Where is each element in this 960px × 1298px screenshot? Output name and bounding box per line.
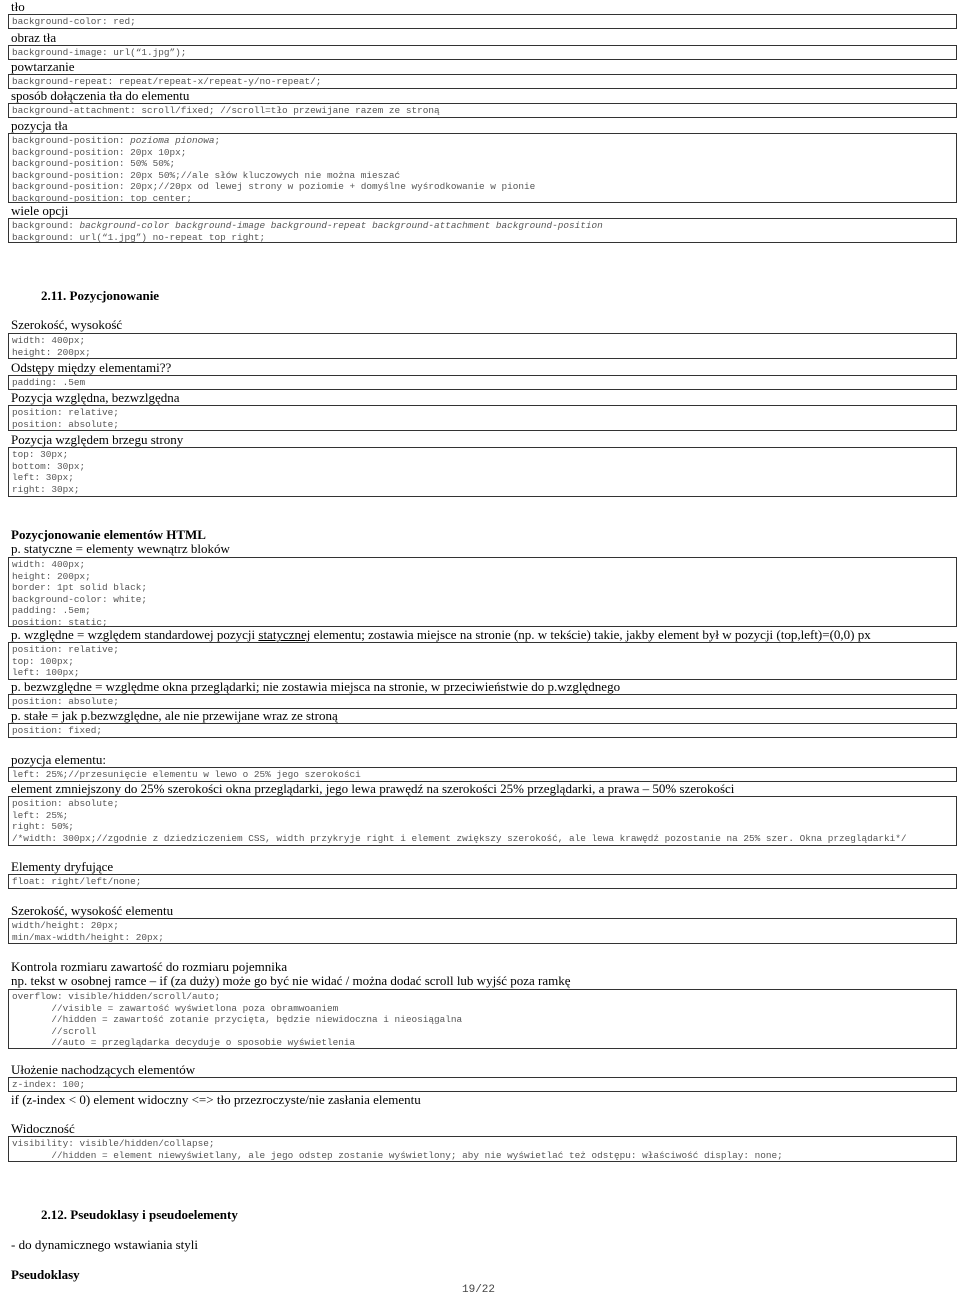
code-relative: [8, 642, 957, 680]
code-line: background-color: red;: [12, 16, 136, 27]
code-line: position: absolute;: [12, 696, 119, 707]
code-gap: [8, 375, 957, 390]
heading-bg-position: pozycja tła: [11, 118, 68, 133]
heading-edge: Pozycja względem brzegu strony: [11, 432, 184, 447]
text-z-index-note: if (z-index < 0) element widoczny <=> tło przezroczyste/nie zasłania elementu: [11, 1092, 421, 1107]
heading-part: elementu; zostawia miejsce na stronie (np. w tekście) takie, jakby element był w pozycji (top,left)=(0,0) px: [310, 627, 871, 642]
code-line: width: 400px;: [12, 559, 86, 570]
code-line: top: 30px;: [12, 449, 69, 460]
code-absolute: [8, 694, 957, 709]
code-line: background-position: 50% 50%;: [12, 158, 176, 169]
code-line: background-position: pozioma pionowa;: [12, 135, 221, 146]
code-line: left: 100px;: [12, 667, 80, 678]
code-line: left: 30px;: [12, 472, 74, 483]
heading-static: p. statyczne = elementy wewnątrz bloków: [11, 541, 230, 556]
code-line: bottom: 30px;: [12, 460, 86, 472]
code-line: visibility: visible/hidden/collapse;: [12, 1138, 215, 1149]
code-edge: [8, 447, 957, 497]
code-line: background-position: 20px 10px;: [12, 146, 187, 158]
code-line: right: 30px;: [12, 483, 80, 495]
code-line: position: absolute;: [12, 418, 119, 430]
code-overflow: [8, 989, 957, 1049]
code-line: position: relative;: [12, 407, 119, 418]
code-line: left: 25%;: [12, 809, 69, 821]
code-line: position: absolute;: [12, 798, 119, 809]
code-italic: pozioma pionowa: [130, 135, 215, 146]
code-line: top: 100px;: [12, 655, 74, 667]
heading-relative: [11, 628, 871, 642]
code-line: //auto = przeglądarka decyduje o sposobie wyświetlenia: [12, 1037, 356, 1048]
heading-underlined: statycznej: [258, 627, 311, 642]
code-line: padding: .5em: [12, 377, 86, 388]
code-line: background-position: top center;: [12, 192, 193, 204]
code-line: width: 400px;: [12, 335, 86, 346]
code-line: background-color: white;: [12, 593, 148, 605]
code-z-index: [8, 1077, 957, 1092]
code-float: [8, 874, 957, 889]
code-line: padding: .5em;: [12, 605, 91, 616]
code-bg-color: [8, 14, 957, 29]
code-fixed: [8, 723, 957, 738]
code-line: right: 50%;: [12, 821, 74, 832]
heading-bg-attachment: sposób dołączenia tła do elementu: [11, 88, 190, 103]
heading-html-positioning: Pozycjonowanie elementów HTML: [11, 527, 206, 542]
heading-element-position: pozycja elementu:: [11, 752, 106, 767]
section-title-positioning: 2.11. Pozycjonowanie: [41, 288, 160, 303]
heading-gap: Odstępy między elementami??: [11, 360, 172, 375]
heading-float: Elementy dryfujące: [11, 859, 114, 874]
heading-z-index: Ułożenie nachodzących elementów: [11, 1062, 196, 1077]
code-line: //hidden = zawartość zotanie przycięta, będzie niewidoczna i nieosiągalna: [12, 1014, 463, 1025]
code-visibility: [8, 1136, 957, 1162]
code-line: background-attachment: scroll/fixed; //scroll=tło przewijane razem ze stroną: [12, 105, 440, 116]
code-line: background: url(“1.jpg”) no-repeat top right;: [12, 231, 266, 243]
code-line: border: 1pt solid black;: [12, 582, 148, 593]
code-prefix: background-position:: [12, 135, 131, 146]
section-title-pseudo: 2.12. Pseudoklasy i pseudoelementy: [41, 1207, 238, 1222]
heading-bg-shorthand: wiele opcji: [11, 203, 69, 218]
code-line: z-index: 100;: [12, 1079, 86, 1090]
heading-shrink: element zmniejszony do 25% szerokości okna przeglądarki, jego lewa prawędź na szerokości 25% przeglądarki, a prawa – 50% szerokości: [11, 781, 735, 796]
code-line: left: 25%;//przesunięcie elementu w lewo o 25% jego szerokości: [12, 769, 361, 780]
code-shrink: [8, 796, 957, 846]
code-bg-position: [8, 133, 957, 203]
code-line: background-position: 20px 50%;//ale słów kluczowych nie można mieszać: [12, 169, 401, 181]
heading-bg-repeat: powtarzanie: [11, 59, 75, 74]
text-pseudo-intro: - do dynamicznego wstawiania styli: [11, 1237, 199, 1252]
code-line: //visible = zawartość wyświetlona poza obramwoaniem: [12, 1002, 339, 1014]
page-number: 19/22: [462, 1284, 496, 1296]
heading-bg-image: obraz tła: [11, 30, 57, 45]
code-element-position: [8, 767, 957, 782]
heading-pseudoclasses: Pseudoklasy: [11, 1267, 80, 1282]
code-line: background-position: 20px;//20px od lewej strony w poziomie + domyślne wyśrodkowanie w pionie: [12, 181, 536, 192]
heading-overflow: Kontrola rozmiaru zawartość do rozmiaru pojemnika: [11, 959, 288, 974]
code-size: [8, 333, 957, 359]
code-static: [8, 557, 957, 627]
code-prefix: background:: [12, 220, 80, 231]
code-line: //hidden = element niewyświetlany, ale jego odstep zostanie wyświetlony; aby nie wyświetlać też odstępu: właściwość display: none;: [12, 1149, 783, 1161]
heading-bg-color: tło: [11, 0, 25, 14]
code-line: position: fixed;: [12, 725, 103, 736]
code-line: height: 200px;: [12, 346, 91, 358]
code-line: /*width: 300px;//zgodnie z dziedziczeniem CSS, width przykryje right i element zwiększy szerokość, ale lewa krawędź pozostanie na 25% szer. Okna przeglądarki*/: [12, 832, 907, 844]
code-bg-attachment: [8, 103, 957, 118]
code-bg-shorthand: [8, 218, 957, 243]
heading-overflow-note: np. tekst w osobnej ramce – if (za duży) może go być nie widać / można dodać scroll lub wyjść poza ramkę: [11, 973, 571, 988]
code-line: position: relative;: [12, 644, 119, 655]
heading-absolute: p. bezwzględne = względme okna przeglądarki; nie zostawia miejsca na stronie, w przeciwieństwie do p.względnego: [11, 679, 621, 694]
code-element-size: [8, 918, 957, 944]
heading-size: Szerokość, wysokość: [11, 317, 123, 332]
code-line: overflow: visible/hidden/scroll/auto;: [12, 991, 221, 1002]
code-line: min/max-width/height: 20px;: [12, 931, 164, 943]
code-line: background-repeat: repeat/repeat-x/repeat-y/no-repeat/;: [12, 76, 322, 87]
code-line: width/height: 20px;: [12, 920, 119, 931]
code-bg-image: [8, 45, 957, 60]
code-line: [12, 220, 952, 232]
code-line: //scroll: [12, 1025, 97, 1037]
code-line: height: 200px;: [12, 570, 91, 582]
code-rel-abs: [8, 405, 957, 431]
code-bg-repeat: [8, 74, 957, 89]
heading-element-size: Szerokość, wysokość elementu: [11, 903, 174, 918]
code-line: position: static;: [12, 616, 108, 628]
code-italic: background-color background-image background-repeat background-attachment background-position: [79, 220, 603, 231]
heading-rel-abs: Pozycja względna, bezwzlgędna: [11, 390, 180, 405]
heading-visibility: Widoczność: [11, 1121, 75, 1136]
heading-fixed: p. stałe = jak p.bezwzględne, ale nie przewijane wraz ze stroną: [11, 708, 338, 723]
code-line: float: right/left/none;: [12, 876, 142, 887]
code-line: background-image: url(“1.jpg”);: [12, 47, 187, 58]
heading-part: p. względne = względem standardowej pozycji: [11, 627, 259, 642]
